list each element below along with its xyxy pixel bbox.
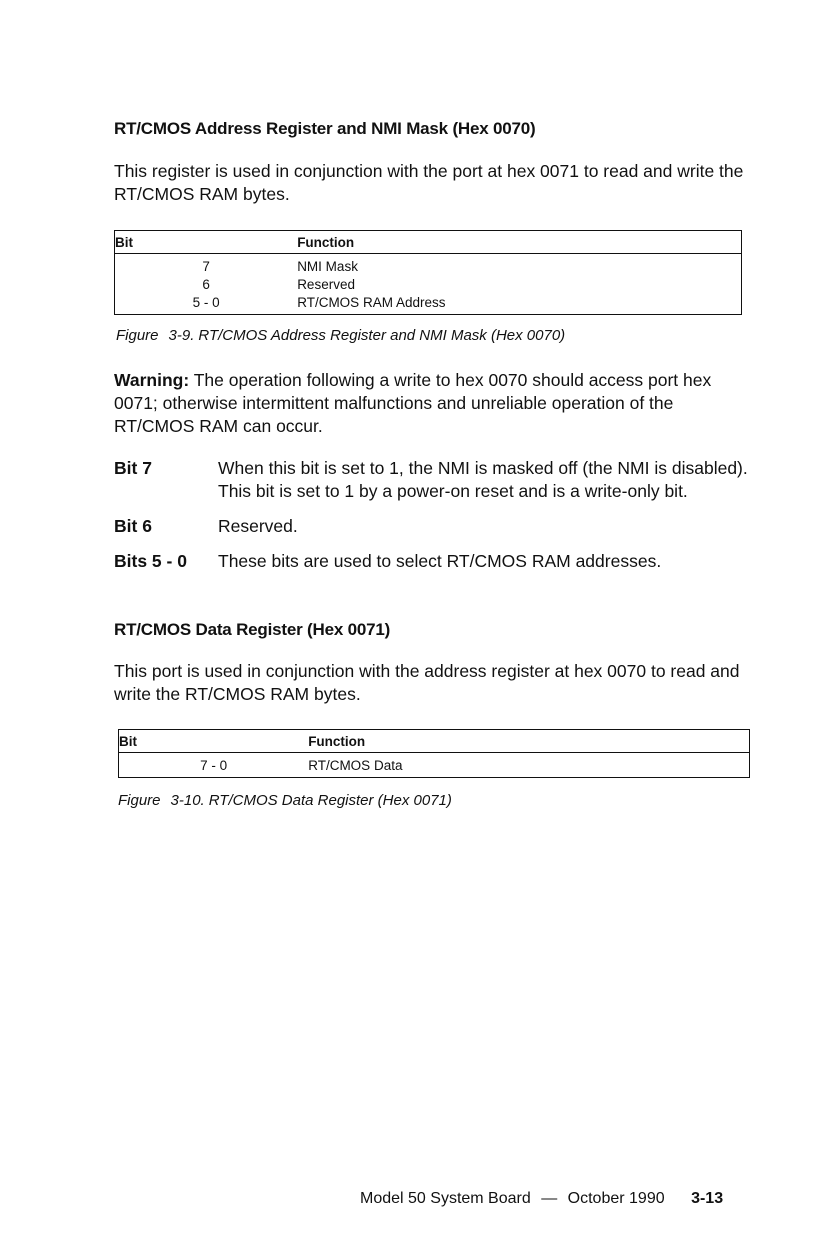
- section-heading-data-register: RT/CMOS Data Register (Hex 0071): [114, 620, 391, 639]
- list-item: [114, 457, 754, 503]
- column-header-bit: Bit: [119, 734, 137, 749]
- table-cell-bit: 7 - 0: [200, 758, 228, 773]
- warning-paragraph: [114, 369, 754, 438]
- table-row: [115, 276, 742, 294]
- definition-description: Reserved.: [218, 516, 298, 536]
- data-register-table: [118, 729, 750, 778]
- column-header-bit: Bit: [115, 235, 133, 250]
- list-item: [114, 550, 754, 573]
- bit-definitions-list: [114, 457, 754, 585]
- table-header-row: [115, 231, 742, 254]
- column-header-function: Function: [297, 235, 355, 250]
- footer-separator: —: [541, 1190, 558, 1207]
- section-heading-address-register: RT/CMOS Address Register and NMI Mask (Hex 0070): [114, 119, 536, 138]
- table-cell-function: Reserved: [297, 277, 355, 292]
- warning-text: The operation following a write to hex 0070 should access port hex 0071; otherwise intermittent malfunctions and unreliable operation of the RT/CMOS RAM can occur.: [114, 370, 712, 436]
- definition-description: These bits are used to select RT/CMOS RAM addresses.: [218, 551, 662, 571]
- warning-label: Warning:: [114, 370, 190, 390]
- table-cell-function: NMI Mask: [297, 259, 358, 274]
- table-cell-bit: 6: [202, 277, 210, 292]
- page-footer: [360, 1190, 723, 1208]
- table-row: [119, 753, 750, 778]
- definition-term: Bit 7: [114, 458, 152, 478]
- caption-text: RT/CMOS Address Register and NMI Mask (Hex 0070): [198, 327, 566, 344]
- intro-paragraph-data-register: This port is used in conjunction with the address register at hex 0070 to read and write the RT/CMOS RAM bytes.: [114, 661, 740, 704]
- footer-date: October 1990: [567, 1190, 665, 1207]
- list-item: [114, 515, 754, 538]
- caption-number: 3-10.: [170, 792, 205, 809]
- footer-title: Model 50 System Board: [360, 1190, 531, 1207]
- address-register-table: [114, 230, 742, 315]
- caption-number: 3-9.: [168, 327, 195, 344]
- definition-description: When this bit is set to 1, the NMI is masked off (the NMI is disabled). This bit is set to 1 by a power-on reset and is a write-only bit.: [218, 458, 748, 501]
- column-header-function: Function: [308, 734, 366, 749]
- table-row: [115, 254, 742, 277]
- figure-caption-3-10: [118, 792, 452, 809]
- caption-label: Figure: [118, 792, 161, 809]
- table-cell-bit: 5 - 0: [192, 295, 220, 310]
- caption-text: RT/CMOS Data Register (Hex 0071): [208, 792, 452, 809]
- table-cell-function: RT/CMOS Data: [308, 758, 403, 773]
- caption-label: Figure: [116, 327, 159, 344]
- figure-caption-3-9: [116, 327, 565, 344]
- table-cell-bit: 7: [202, 259, 210, 274]
- page-number: 3-13: [691, 1190, 724, 1207]
- table-cell-function: RT/CMOS RAM Address: [297, 295, 446, 310]
- table-header-row: [119, 730, 750, 753]
- intro-paragraph-address-register: This register is used in conjunction with the port at hex 0071 to read and write the RT/CMOS RAM bytes.: [114, 161, 744, 204]
- definition-term: Bit 6: [114, 516, 152, 536]
- table-row: [115, 294, 742, 315]
- definition-term: Bits 5 - 0: [114, 551, 187, 571]
